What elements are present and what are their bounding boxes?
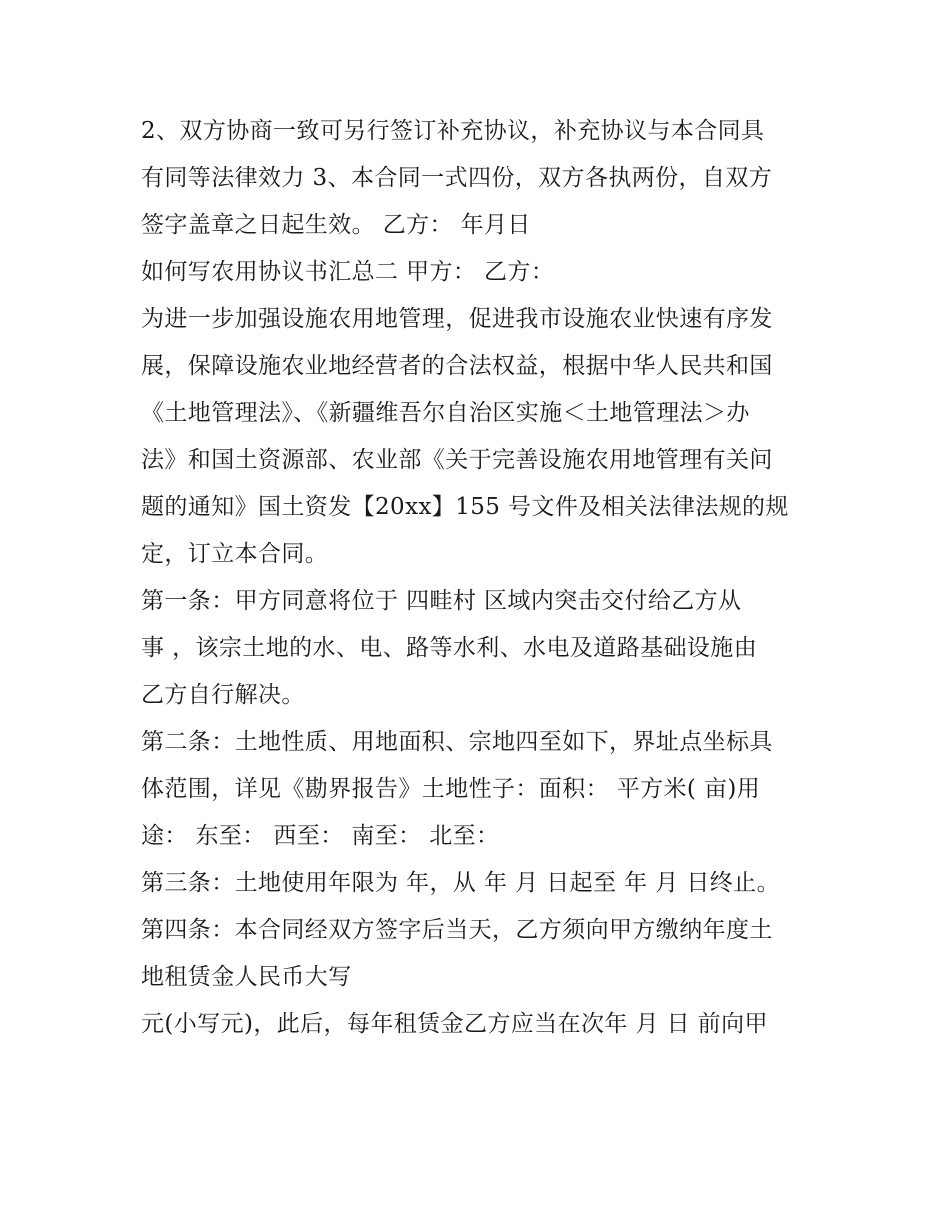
text-line: 题的通知》国土资发【20xx】155 号文件及相关法律法规的规: [141, 494, 789, 520]
text-line: 有同等法律效力 3、本合同一式四份，双方各执两份，自双方: [141, 165, 773, 191]
document-body: [141, 108, 821, 1048]
text-line: 法》和国土资源部、农业部《关于完善设施农用地管理有关问: [141, 447, 773, 473]
article-3-line: 第三条：土地使用年限为 年，从 年 月 日起至 年 月 日终止。: [141, 870, 780, 896]
text-line: 地租赁金人民币大写: [141, 964, 352, 990]
text-line: 2、双方协商一致可另行签订补充协议，补充协议与本合同具: [141, 118, 765, 144]
text-line: 定，订立本合同。: [141, 541, 329, 567]
text-line: 元(小写元)，此后，每年租赁金乙方应当在次年 月 日 前向甲: [141, 1011, 768, 1037]
text-line: 《土地管理法》、《新疆维吾尔自治区实施＜土地管理法＞办: [141, 400, 750, 426]
article-1-line: 第一条：甲方同意将位于 四畦村 区域内突击交付给乙方从: [141, 588, 742, 614]
text-line: 展，保障设施农业地经营者的合法权益，根据中华人民共和国: [141, 353, 773, 379]
section-heading: 如何写农用协议书汇总二 甲方： 乙方：: [141, 259, 555, 285]
article-2-line: 第二条：土地性质、用地面积、宗地四至如下，界址点坐标具: [141, 729, 773, 755]
text-line: 签字盖章之日起生效。 乙方： 年月日: [141, 212, 531, 238]
text-line: 途： 东至： 西至： 南至： 北至：: [141, 823, 500, 849]
text-line: 乙方自行解决。: [141, 682, 305, 708]
text-line: 事 ，该宗土地的水、电、路等水利、水电及道路基础设施由: [141, 635, 758, 661]
article-4-line: 第四条：本合同经双方签字后当天，乙方须向甲方缴纳年度土: [141, 917, 773, 943]
text-line: 体范围，详见《勘界报告》土地性子：面积： 平方米( 亩)用: [141, 776, 761, 802]
text-line: 为进一步加强设施农用地管理，促进我市设施农业快速有序发: [141, 306, 773, 332]
